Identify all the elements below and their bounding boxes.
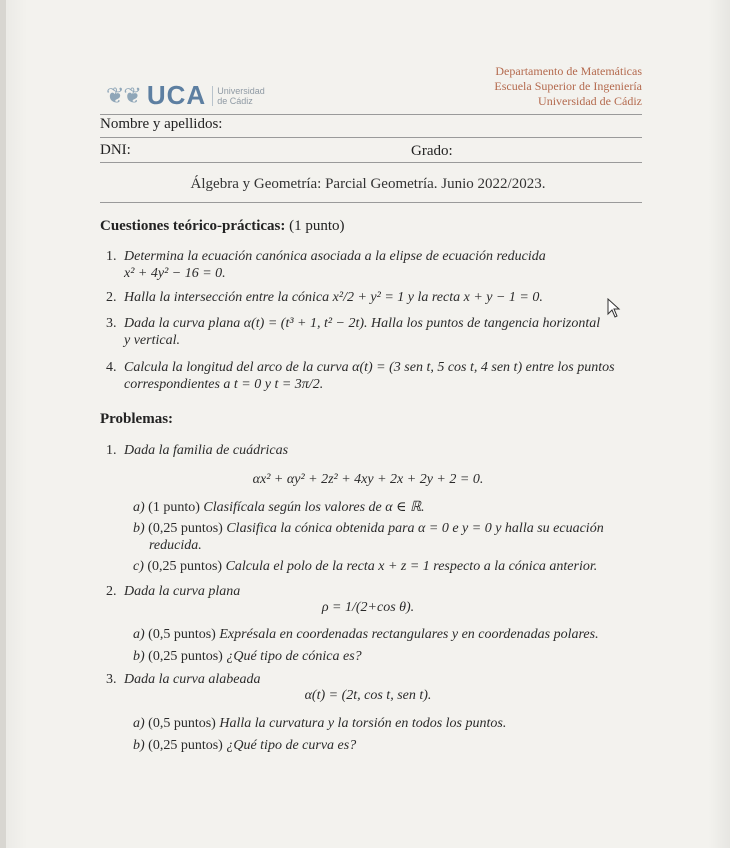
mouse-cursor-icon [607,298,621,318]
equation: αx² + αy² + 2z² + 4xy + 2x + 2y + 2 = 0. [252,472,484,487]
cuestiones-heading: Cuestiones teórico-prácticas: (1 punto) [100,218,345,234]
uca-emblem-icon: ❦❦ [106,82,141,108]
list-item: 4. Calcula la longitud del arco de la curva α(t) = (3 sen t, 5 cos t, 4 sen t) entre los puntos correspondientes a t = 0 y t = 3π/2. [106,360,615,392]
grado-field: Grado: [411,143,453,159]
sub-item: b) (0,25 puntos) ¿Qué tipo de curva es? [133,738,357,753]
divider [100,114,642,115]
sub-item: c) (0,25 puntos) Calcula el polo de la recta x + z = 1 respecto a la cónica anterior. [133,559,598,574]
problemas-heading: Problemas: [100,411,174,427]
sub-item: b) (0,25 puntos) ¿Qué tipo de cónica es? [133,649,362,664]
list-item: 1. Determina la ecuación canónica asociada a la elipse de ecuación reducida x² + 4y² − 16 = 0. [106,249,546,281]
exam-title: Álgebra y Geometría: Parcial Geometría. Junio 2022/2023. [190,176,546,192]
logo-subtitle: Universidad de Cádiz [212,86,265,106]
dept-line-1: Departamento de Matemáticas [495,64,642,78]
divider [100,162,642,163]
list-item: 1. Dada la familia de cuádricas [106,443,289,458]
list-item: 2. Dada la curva plana [106,584,241,599]
divider [100,137,642,138]
divider [100,202,642,203]
equation: ρ = 1/(2+cos θ). [321,600,415,615]
dni-field: DNI: [100,142,131,158]
equation: α(t) = (2t, cos t, sen t). [304,688,432,703]
department-block [494,64,642,109]
sub-item: a) (0,5 puntos) Halla la curvatura y la torsión en todos los puntos. [133,716,507,731]
name-field: Nombre y apellidos: [100,116,223,132]
sub-item: a) (0,5 puntos) Exprésala en coordenadas rectangulares y en coordenadas polares. [133,627,599,642]
sub-item: a) (1 punto) Clasifícala según los valores de α ∈ ℝ. [133,500,425,515]
dept-line-3: Universidad de Cádiz [538,94,642,108]
list-item: 2. Halla la intersección entre la cónica x²/2 + y² = 1 y la recta x + y − 1 = 0. [106,290,543,305]
logo-text: UCA [146,80,207,110]
sub-item: b) (0,25 puntos) Clasifica la cónica obtenida para α = 0 e y = 0 y halla su ecuación reducida. [133,521,604,553]
list-item: 3. Dada la curva plana α(t) = (t³ + 1, t² − 2t). Halla los puntos de tangencia horizontal y vertical. [106,316,601,348]
dept-line-2: Escuela Superior de Ingeniería [494,79,642,93]
uca-logo [106,80,265,111]
list-item: 3. Dada la curva alabeada [106,672,261,687]
exam-page [6,0,730,848]
